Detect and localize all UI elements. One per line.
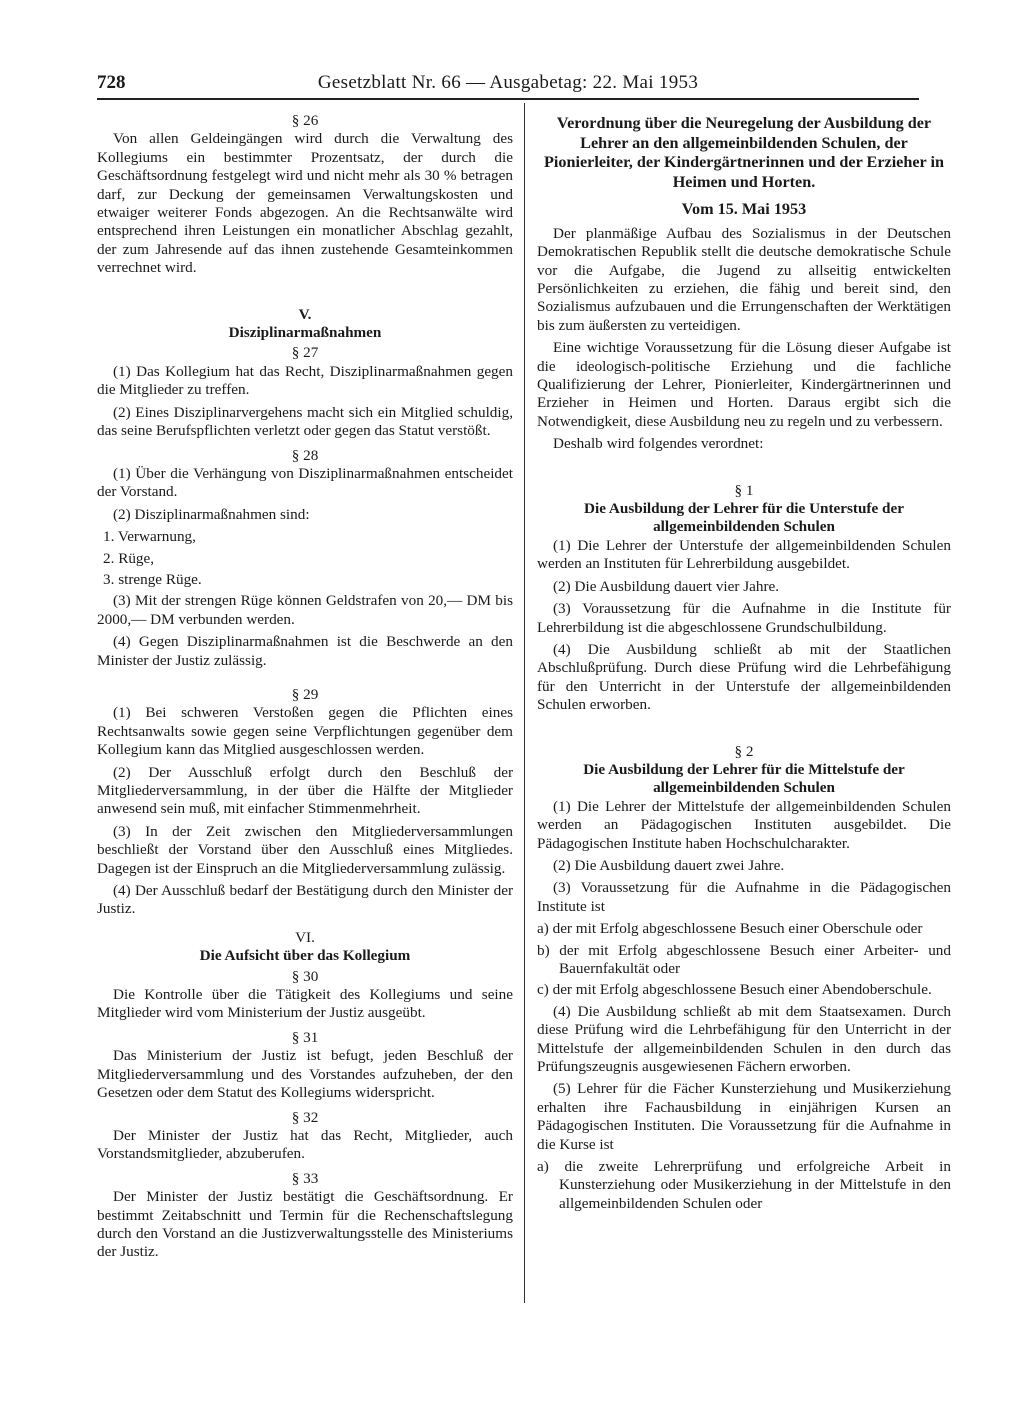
page-header [97, 70, 919, 100]
paragraph-text: (3) Voraussetzung für die Aufnahme in die Institute für Lehrerbildung ist die abgeschlossene Grundschulbildung. [537, 600, 951, 636]
paragraph-text: (1) Die Lehrer der Mittelstufe der allgemeinbildenden Schulen werden an Pädagogischen Instituten ausgebildet. Die Pädagogischen Institute haben Hochschulcharakter. [537, 797, 951, 852]
paragraph-number: § 29 [291, 685, 319, 703]
paragraph-text: Der Minister der Justiz bestätigt die Geschäftsordnung. Er bestimmt Zeitabschnitt und Termin für die Rechenschaftslegung durch den Vorstand an die Justizverwaltungsstelle des Ministeriums der Justiz. [97, 1188, 513, 1261]
paragraph-text: (2) Die Ausbildung dauert vier Jahre. [553, 577, 780, 595]
list-item: 2. Rüge, [103, 549, 155, 567]
list-item: c) der mit Erfolg abgeschlossene Besuch einer Abendoberschule. [537, 981, 932, 999]
paragraph-text: Die Kontrolle über die Tätigkeit des Kollegiums und seine Mitglieder wird vom Ministerium der Justiz ausgeübt. [97, 986, 513, 1022]
paragraph-text: (1) Bei schweren Verstoßen gegen die Pflichten eines Rechtsanwalts sowie gegen seine Verpflichtungen gegenüber dem Kollegium kann das Mitglied ausgeschlossen werden. [97, 704, 513, 759]
paragraph-text: (2) Eines Disziplinarvergehens macht sich ein Mitglied schuldig, das seine Berufspflichten verletzt oder gegen das Statut verstößt. [97, 403, 513, 440]
section-title: Die Aufsicht über das Kollegium [199, 947, 411, 965]
page-number: 728 [97, 72, 126, 93]
paragraph-text: (2) Disziplinarmaßnahmen sind: [113, 505, 310, 523]
ordinance-date: Vom 15. Mai 1953 [681, 200, 807, 219]
paragraph-number: § 30 [291, 967, 319, 985]
ordinance-title: Verordnung über die Neuregelung der Ausbildung der Lehrer an den allgemeinbildenden Schulen, der Pionierleiter, der Kindergärtnerinnen und der Erzieher in Heimen und Horten. [543, 114, 944, 191]
paragraph-text: Deshalb wird folgendes verordnet: [553, 435, 764, 453]
column-divider [524, 103, 525, 1303]
paragraph-number: § 27 [291, 344, 319, 362]
paragraph-text: (1) Die Lehrer der Unterstufe der allgemeinbildenden Schulen werden an Instituten für Lehrerbildung ausgebildet. [537, 536, 951, 573]
section-title: Disziplinarmaßnahmen [228, 324, 382, 342]
paragraph-text: Von allen Geldeingängen wird durch die Verwaltung des Kollegiums ein bestimmter Prozentsatz, der durch die Geschäftsordnung festgelegt wird und nicht mehr als 30 % betragen darf, zur Deckung der gemeinsamen Verwaltungskosten und etwaiger weiterer Fonds abgezogen. An die Rechtsanwälte wird entsprechend ihren Leistungen ein monatlicher Abschlag gezahlt, der zum Jahresende auf das ihnen zustehende Gesamteinkommen verrechnet wird. [97, 130, 513, 277]
paragraph-text: (4) Die Ausbildung schließt ab mit der Staatlichen Abschlußprüfung. Durch diese Prüfung wird die Lehrbefähigung für den Unterricht in der Unterstufe der allgemeinbildenden Schulen erworben. [537, 640, 951, 714]
paragraph-text: Der planmäßige Aufbau des Sozialismus in der Deutschen Demokratischen Republik stellt die deutsche demokratische Schule vor die Aufgabe, die Jugend zu allseitig entwickelten Persönlichkeiten zu erziehen, die fähig und bereit sind, den Sozialismus aufzubauen und die Errungenschaften der Werktätigen bis zum äußersten zu verteidigen. [537, 224, 951, 334]
paragraph-text: Das Ministerium der Justiz ist befugt, jeden Beschluß der Mitgliederversammlung und des Vorstandes aufzuheben, der den Gesetzen oder dem Statut des Kollegiums widerspricht. [97, 1047, 513, 1102]
paragraph-number: § 33 [291, 1169, 319, 1187]
section-number: V. [298, 305, 312, 323]
header-title: Gesetzblatt Nr. 66 — Ausgabetag: 22. Mai 1953 [317, 72, 699, 93]
paragraph-text: (3) Voraussetzung für die Aufnahme in die Pädagogischen Institute ist [537, 879, 951, 915]
paragraph-text: (5) Lehrer für die Fächer Kunsterziehung und Musikerziehung erhalten ihre Fachausbildung in einjährigen Kursen an Pädagogischen Instituten. Die Voraussetzung für die Aufnahme in die Kurse ist [537, 1080, 951, 1153]
paragraph-text: Eine wichtige Voraussetzung für die Lösung dieser Aufgabe ist die ideologisch-politische Erziehung und die fachliche Qualifizierung der Lehrer, Pionierleiter, Kindergärtnerinnen und Erzieher in Heimen und Horten. Daraus ergibt sich die Notwendigkeit, diese Ausbildung neu zu regeln und zu verbessern. [537, 339, 951, 430]
paragraph-text: (1) Das Kollegium hat das Recht, Disziplinarmaßnahmen gegen die Mitglieder zu treffen. [97, 362, 513, 399]
left-column [97, 112, 513, 1266]
right-column [537, 112, 951, 1216]
paragraph-text: (4) Die Ausbildung schließt ab mit dem Staatsexamen. Durch diese Prüfung wird die Lehrbefähigung für den Unterricht in der Mittelstufe der allgemeinbildenden Schulen in den durch das Prüfungszeugnis ausgewiesenen Fächern erworben. [537, 1002, 951, 1076]
paragraph-text: (1) Über die Verhängung von Disziplinarmaßnahmen entscheidet der Vorstand. [97, 464, 513, 501]
section-number: VI. [295, 928, 315, 946]
paragraph-number: § 31 [291, 1028, 319, 1046]
section-title: Die Ausbildung der Lehrer für die Mittelstufe der allgemeinbildenden Schulen [583, 760, 905, 797]
paragraph-text: (3) In der Zeit zwischen den Mitgliederversammlungen beschließt der Vorstand über den Ausschluß eines Mitgliedes. Dagegen ist der Einspruch an die Mitgliederversammlung zulässig. [97, 822, 513, 877]
section-title: Die Ausbildung der Lehrer für die Unterstufe der allgemeinbildenden Schulen [584, 500, 904, 536]
list-item: a) der mit Erfolg abgeschlossene Besuch einer Oberschule oder [537, 920, 923, 938]
list-item: 3. strenge Rüge. [103, 570, 202, 588]
paragraph-number: § 26 [291, 112, 319, 129]
list-item: b) der mit Erfolg abgeschlossene Besuch einer Arbeiter- und Bauernfakultät oder [537, 941, 951, 977]
paragraph-text: (4) Der Ausschluß bedarf der Bestätigung durch den Minister der Justiz. [97, 882, 513, 918]
section-number: § 2 [734, 742, 754, 760]
section-number: § 1 [734, 481, 754, 499]
paragraph-number: § 28 [291, 446, 319, 464]
paragraph-text: (2) Der Ausschluß erfolgt durch den Beschluß der Mitgliederversammlung, in der über die Hälfte der Mitglieder anwesend sein muß, mit einfacher Stimmenmehrheit. [97, 763, 513, 818]
paragraph-text: (2) Die Ausbildung dauert zwei Jahre. [553, 856, 785, 874]
paragraph-text: (4) Gegen Disziplinarmaßnahmen ist die Beschwerde an den Minister der Justiz zulässig. [97, 633, 513, 669]
list-item: 1. Verwarnung, [103, 528, 196, 546]
paragraph-number: § 32 [291, 1108, 319, 1126]
paragraph-text: (3) Mit der strengen Rüge können Geldstrafen von 20,— DM bis 2000,— DM verbunden werden. [97, 592, 513, 628]
paragraph-text: Der Minister der Justiz hat das Recht, Mitglieder, auch Vorstandsmitglieder, abzuberufen. [97, 1126, 513, 1163]
list-item: a) die zweite Lehrerprüfung und erfolgreiche Arbeit in Kunsterziehung oder Musikerziehung in der Mittelstufe in den allgemeinbildenden Schulen oder [537, 1158, 951, 1212]
